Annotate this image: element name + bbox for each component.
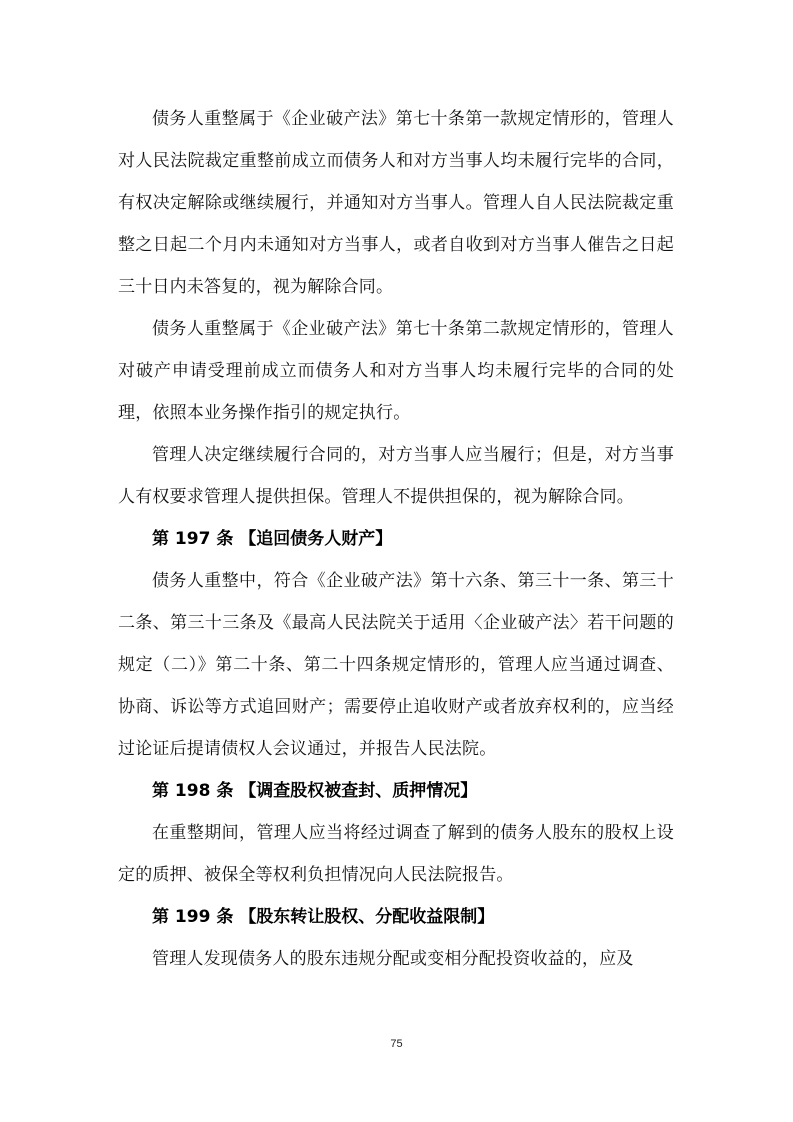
paragraph-2: 债务人重整属于《企业破产法》第七十条第二款规定情形的，管理人对破产申请受理前成立而债务人和对方当事人均未履行完毕的合同的处理，依照本业务操作指引的规定执行。: [118, 319, 674, 423]
paragraph-5: 在重整期间，管理人应当将经过调查了解到的债务人股东的股权上设定的质押、被保全等权利负担情况向人民法院报告。: [118, 823, 674, 885]
paragraph-6: 管理人发现债务人的股东违规分配或变相分配投资收益的，应及: [152, 949, 634, 969]
article-199-heading: 第 199 条 【股东转让股权、分配收益限制】: [152, 907, 495, 927]
article-197-heading: 第 197 条 【追回债务人财产】: [152, 529, 393, 549]
page-number: 75: [390, 1038, 403, 1050]
article-198-heading: 第 198 条 【调查股权被查封、质押情况】: [152, 781, 478, 801]
document-body: [118, 98, 674, 980]
paragraph-4: 债务人重整中，符合《企业破产法》第十六条、第三十一条、第三十二条、第三十三条及《最高人民法院关于适用〈企业破产法〉若干问题的规定（二）》第二十条、第二十四条规定情形的，管理人应当通过调查、协商、诉讼等方式追回财产；需要停止追收财产或者放弃权利的，应当经过论证后提请债权人会议通过，并报告人民法院。: [118, 571, 674, 759]
paragraph-1: 债务人重整属于《企业破产法》第七十条第一款规定情形的，管理人对人民法院裁定重整前成立而债务人和对方当事人均未履行完毕的合同，有权决定解除或继续履行，并通知对方当事人。管理人自人民法院裁定重整之日起二个月内未通知对方当事人，或者自收到对方当事人催告之日起三十日内未答复的，视为解除合同。: [118, 109, 674, 297]
paragraph-3: 管理人决定继续履行合同的，对方当事人应当履行；但是，对方当事人有权要求管理人提供担保。管理人不提供担保的，视为解除合同。: [118, 445, 674, 507]
